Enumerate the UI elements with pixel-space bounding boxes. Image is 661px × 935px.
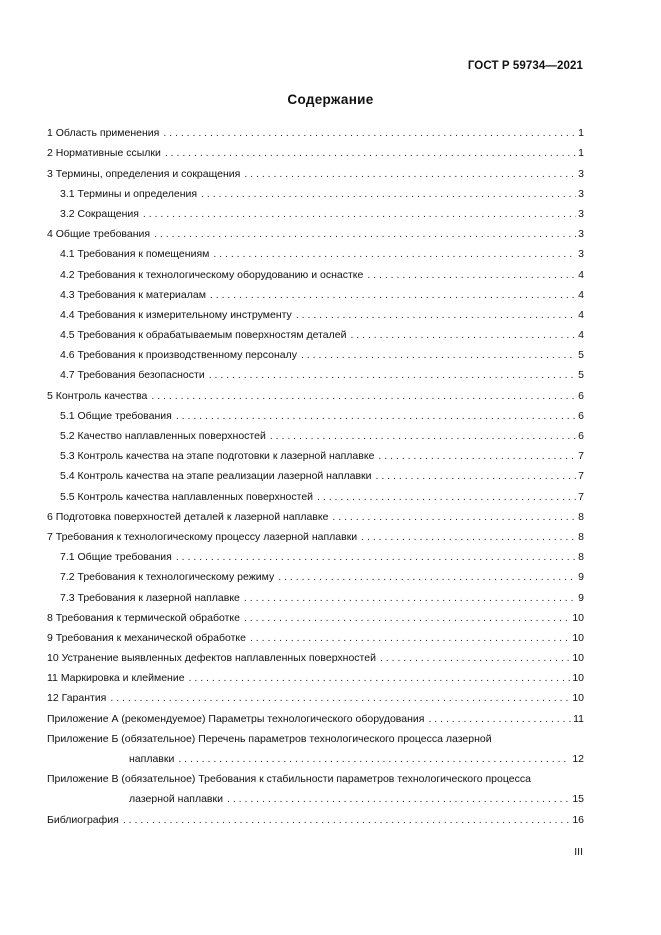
toc-entry-page: 3 <box>578 248 584 261</box>
toc-entry-label: 4.5 Требования к обрабатываемым поверхностям деталей <box>60 329 347 342</box>
toc-entry[interactable] <box>47 423 584 443</box>
toc-entry[interactable] <box>47 584 584 604</box>
toc-entry-label: 5.2 Качество наплавленных поверхностей <box>60 430 266 442</box>
toc-entry[interactable] <box>47 181 584 201</box>
toc-entry-label: 7.3 Требования к лазерной наплавке <box>60 591 240 604</box>
toc-entry-page: 4 <box>578 288 584 301</box>
toc-entry[interactable] <box>47 261 584 281</box>
toc-entry-label: 2 Нормативные ссылки <box>47 147 161 160</box>
toc-entry-page: 9 <box>578 571 584 584</box>
toc-leader-dots <box>201 188 576 201</box>
toc-entry-label: Приложение Б (обязательное) Перечень параметров технологического процесса лазерной <box>47 732 492 745</box>
toc-leader-dots <box>213 248 576 261</box>
toc-entry[interactable] <box>47 120 584 140</box>
toc-entry-page: 12 <box>572 753 584 765</box>
toc-leader-dots <box>332 511 576 524</box>
toc-entry-page: 6 <box>578 389 584 402</box>
toc-entry-label: 7.1 Общие требования <box>60 551 172 564</box>
toc-leader-dots <box>270 430 576 443</box>
toc-entry-page: 8 <box>578 551 584 564</box>
toc-leader-dots <box>244 612 570 625</box>
toc-leader-dots <box>301 349 576 362</box>
toc-entry[interactable] <box>47 221 584 241</box>
toc-entry-page: 8 <box>578 510 584 523</box>
toc-entry-page: 5 <box>578 349 584 362</box>
toc-entry-page: 15 <box>572 793 584 806</box>
toc-leader-dots <box>154 228 576 241</box>
toc-entry-page: 3 <box>578 207 584 220</box>
toc-entry[interactable] <box>47 685 584 705</box>
toc-entry-label: лазерной наплавки <box>129 793 223 806</box>
toc-leader-dots <box>367 269 576 282</box>
toc-entry[interactable] <box>47 302 584 322</box>
toc-entry[interactable] <box>47 382 584 402</box>
toc-entry[interactable] <box>47 201 584 221</box>
page-title: Содержание <box>287 92 374 107</box>
toc-entry[interactable] <box>47 443 584 463</box>
standard-designation: ГОСТ Р 59734—2021 <box>467 60 583 72</box>
toc-entry[interactable] <box>47 140 584 160</box>
toc-entry[interactable] <box>47 241 584 261</box>
toc-entry-label: 3.2 Сокращения <box>60 207 139 220</box>
toc-entry[interactable] <box>47 403 584 423</box>
toc-leader-dots <box>428 713 571 726</box>
toc-leader-dots <box>123 814 570 827</box>
toc-leader-dots <box>244 592 576 605</box>
toc-entry-page: 10 <box>572 631 584 644</box>
toc-entry-label: 3 Термины, определения и сокращения <box>47 167 241 180</box>
toc-entry-page: 8 <box>578 530 584 543</box>
toc-entry[interactable] <box>47 746 584 766</box>
toc-leader-dots <box>110 692 570 705</box>
toc-entry-page: 3 <box>578 228 584 241</box>
toc-entry-label: 4.7 Требования безопасности <box>60 369 205 382</box>
toc-entry-label: 11 Маркировка и клеймение <box>47 672 185 685</box>
toc-entry-page: 3 <box>578 187 584 200</box>
toc-entry-label: 9 Требования к механической обработке <box>47 631 246 644</box>
toc-entry[interactable] <box>47 605 584 625</box>
toc-entry-page: 7 <box>578 450 584 463</box>
toc-leader-dots <box>227 793 570 806</box>
toc-entry-page: 9 <box>578 591 584 604</box>
toc-entry-page: 1 <box>578 147 584 160</box>
toc-entry-page: 4 <box>578 308 584 321</box>
toc-leader-dots <box>143 208 576 221</box>
toc-entry-page: 3 <box>578 167 584 180</box>
toc-entry[interactable] <box>47 786 584 806</box>
toc-entry-label: 5.5 Контроль качества наплавленных поверхностей <box>60 490 314 503</box>
toc-entry[interactable] <box>47 726 584 746</box>
toc-entry-label: 4.6 Требования к производственному персоналу <box>60 349 297 362</box>
toc-entry-page: 7 <box>578 490 584 503</box>
page-number: III <box>574 846 583 858</box>
toc-entry-label: 12 Гарантия <box>47 692 107 705</box>
toc-entry-page: 6 <box>578 430 584 442</box>
toc-entry-page: 7 <box>578 470 584 483</box>
toc-entry-page: 1 <box>578 127 584 140</box>
toc-entry[interactable] <box>47 705 584 725</box>
toc-entry[interactable] <box>47 524 584 544</box>
toc-leader-dots <box>296 309 576 322</box>
toc-entry[interactable] <box>47 322 584 342</box>
toc-entry-page: 11 <box>573 712 584 725</box>
toc-entry-label: 6 Подготовка поверхностей деталей к лазерной наплавке <box>47 510 329 523</box>
toc-entry-label: наплавки <box>129 753 175 765</box>
toc-entry-page: 4 <box>578 268 584 281</box>
toc-entry[interactable] <box>47 665 584 685</box>
toc-leader-dots <box>244 168 576 181</box>
toc-entry-page: 4 <box>578 329 584 342</box>
toc-leader-dots <box>165 147 576 160</box>
toc-entry-label: Приложение В (обязательное) Требования к стабильности параметров технологического процесса <box>47 773 531 786</box>
toc-leader-dots <box>317 491 576 504</box>
toc-leader-dots <box>178 753 570 766</box>
toc-entry-page: 16 <box>572 813 584 826</box>
toc-entry-label: 4.3 Требования к материалам <box>60 288 206 301</box>
toc-entry-label: 4 Общие требования <box>47 228 151 241</box>
toc-entry[interactable] <box>47 806 584 826</box>
toc-leader-dots <box>350 329 576 342</box>
toc-entry[interactable] <box>47 766 584 786</box>
toc-leader-dots <box>380 652 570 665</box>
toc-entry[interactable] <box>47 282 584 302</box>
toc-entry-page: 10 <box>572 692 584 705</box>
toc-entry-label: 5 Контроль качества <box>47 389 148 402</box>
toc-leader-dots <box>210 289 576 302</box>
toc-entry-label: 4.4 Требования к измерительному инструменту <box>60 308 292 321</box>
toc-entry[interactable] <box>47 564 584 584</box>
toc-entry-label: 4.2 Требования к технологическому оборудованию и оснастке <box>60 268 364 281</box>
toc-entry-page: 5 <box>578 369 584 382</box>
toc-leader-dots <box>163 127 576 140</box>
toc-leader-dots <box>376 470 577 483</box>
toc-entry[interactable] <box>47 645 584 665</box>
toc-entry[interactable] <box>47 504 584 524</box>
toc-leader-dots <box>278 571 576 584</box>
toc-entry-label: 8 Требования к термической обработке <box>47 611 240 624</box>
toc-entry-label: 5.4 Контроль качества на этапе реализации лазерной наплавки <box>60 470 372 483</box>
table-of-contents <box>47 120 584 827</box>
toc-entry[interactable] <box>47 463 584 483</box>
toc-entry-label: 7 Требования к технологическому процессу лазерной наплавки <box>47 530 358 543</box>
toc-entry-page: 10 <box>572 672 584 685</box>
toc-entry[interactable] <box>47 342 584 362</box>
toc-entry-label: 7.2 Требования к технологическому режиму <box>60 571 275 584</box>
toc-entry-label: 3.1 Термины и определения <box>60 187 198 200</box>
toc-entry[interactable] <box>47 483 584 503</box>
toc-entry[interactable] <box>47 160 584 180</box>
toc-entry[interactable] <box>47 362 584 382</box>
toc-entry-label: 5.3 Контроль качества на этапе подготовки к лазерной наплавке <box>60 450 375 463</box>
toc-leader-dots <box>250 632 570 645</box>
toc-leader-dots <box>361 531 576 544</box>
toc-entry-label: 5.1 Общие требования <box>60 409 172 422</box>
toc-leader-dots <box>378 450 576 463</box>
toc-entry-label: Библиография <box>47 813 119 826</box>
toc-entry[interactable] <box>47 625 584 645</box>
toc-entry-page: 10 <box>572 652 584 665</box>
toc-entry-label: Приложение А (рекомендуемое) Параметры технологического оборудования <box>47 712 425 725</box>
toc-entry[interactable] <box>47 544 584 564</box>
toc-entry-label: 4.1 Требования к помещениям <box>60 248 210 261</box>
toc-entry-page: 6 <box>578 409 584 422</box>
toc-entry-label: 1 Область применения <box>47 127 160 140</box>
toc-leader-dots <box>209 369 576 382</box>
toc-leader-dots <box>176 410 576 423</box>
toc-entry-page: 10 <box>572 611 584 624</box>
toc-entry-label: 10 Устранение выявленных дефектов наплавленных поверхностей <box>47 652 376 665</box>
toc-leader-dots <box>176 551 576 564</box>
toc-leader-dots <box>151 390 576 403</box>
toc-leader-dots <box>189 672 571 685</box>
